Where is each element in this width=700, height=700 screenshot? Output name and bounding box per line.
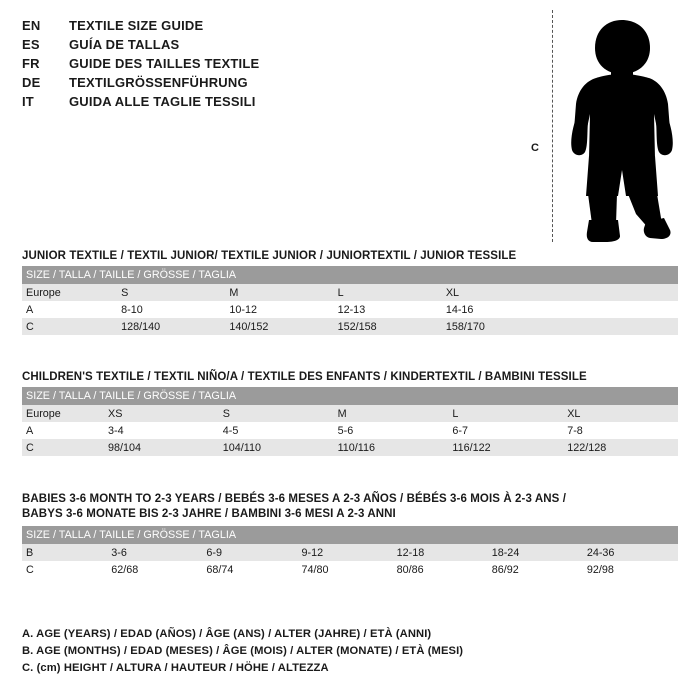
row-label: A <box>22 422 104 439</box>
cell-value: 5-6 <box>334 422 449 439</box>
cell-value: 10-12 <box>225 301 333 318</box>
section-childrens-textile <box>22 371 678 456</box>
measure-label-c: C <box>531 142 539 154</box>
legend-item-c: C. (cm) HEIGHT / ALTURA / HAUTEUR / HÖHE / ALTEZZA <box>22 662 329 674</box>
cell-value: S <box>117 284 225 301</box>
cell-value: 110/116 <box>334 439 449 456</box>
cell-value: 3-4 <box>104 422 219 439</box>
height-measure-figure <box>500 10 690 245</box>
cell-value: 24-36 <box>583 544 678 561</box>
junior-size-table <box>22 266 678 335</box>
row-label: C <box>22 318 117 335</box>
table-header-label: SIZE / TALLA / TAILLE / GRÖSSE / TAGLIA <box>22 387 678 405</box>
table-header-row <box>22 266 678 284</box>
language-code: EN <box>22 18 41 33</box>
cell-value: 80/86 <box>393 561 488 578</box>
cell-value: 12-18 <box>393 544 488 561</box>
cell-value: 98/104 <box>104 439 219 456</box>
cell-value: L <box>448 405 563 422</box>
language-title: GUÍA DE TALLAS <box>69 37 180 52</box>
cell-value: 122/128 <box>563 439 678 456</box>
children-size-table <box>22 387 678 456</box>
cell-value: XL <box>563 405 678 422</box>
babies-size-table <box>22 526 678 578</box>
language-code: IT <box>22 94 34 109</box>
row-label: Europe <box>22 284 117 301</box>
child-silhouette-icon <box>562 18 682 243</box>
section-title-line1: BABIES 3-6 MONTH TO 2-3 YEARS / BEBÉS 3-6 MESES A 2-3 AÑOS / BÉBÉS 3-6 MOIS À 2-3 ANS / <box>22 493 566 505</box>
legend-item-a: A. AGE (YEARS) / EDAD (AÑOS) / ÂGE (ANS) / ALTER (JAHRE) / ETÀ (ANNI) <box>22 628 432 640</box>
language-title: GUIDA ALLE TAGLIE TESSILI <box>69 94 256 109</box>
measurement-legend <box>22 626 682 677</box>
cell-value: XL <box>442 284 550 301</box>
section-junior-textile <box>22 250 678 335</box>
cell-value: 140/152 <box>225 318 333 335</box>
cell-value: 7-8 <box>563 422 678 439</box>
section-title: JUNIOR TEXTILE / TEXTIL JUNIOR/ TEXTILE JUNIOR / JUNIORTEXTIL / JUNIOR TESSILE <box>22 250 517 262</box>
cell-value: 3-6 <box>107 544 202 561</box>
table-header-row <box>22 526 678 544</box>
language-code: ES <box>22 37 40 52</box>
table-row <box>22 301 678 318</box>
cell-value: 12-13 <box>334 301 442 318</box>
cell-value: 18-24 <box>488 544 583 561</box>
language-row <box>22 37 462 56</box>
cell-value: XS <box>104 405 219 422</box>
section-babies-textile <box>22 492 678 578</box>
cell-value: 68/74 <box>202 561 297 578</box>
language-code: DE <box>22 75 41 90</box>
language-header <box>22 18 462 113</box>
dashed-guide-line <box>552 10 553 242</box>
table-header-label: SIZE / TALLA / TAILLE / GRÖSSE / TAGLIA <box>22 266 678 284</box>
cell-value: 6-7 <box>448 422 563 439</box>
section-title: CHILDREN'S TEXTILE / TEXTIL NIÑO/A / TEXTILE DES ENFANTS / KINDERTEXTIL / BAMBINI TESSILE <box>22 371 587 383</box>
table-row <box>22 439 678 456</box>
table-header-label: SIZE / TALLA / TAILLE / GRÖSSE / TAGLIA <box>22 526 678 544</box>
cell-value: 158/170 <box>442 318 550 335</box>
table-row <box>22 405 678 422</box>
cell-value: S <box>219 405 334 422</box>
cell-value: 74/80 <box>297 561 392 578</box>
language-row <box>22 18 462 37</box>
language-row <box>22 75 462 94</box>
section-title-line2: BABYS 3-6 MONATE BIS 2-3 JAHRE / BAMBINI 3-6 MESI A 2-3 ANNI <box>22 508 396 520</box>
table-row <box>22 422 678 439</box>
cell-value: 152/158 <box>334 318 442 335</box>
table-header-row <box>22 387 678 405</box>
cell-value: 9-12 <box>297 544 392 561</box>
row-label: A <box>22 301 117 318</box>
cell-value: 86/92 <box>488 561 583 578</box>
legend-item-b: B. AGE (MONTHS) / EDAD (MESES) / ÂGE (MOIS) / ALTER (MONATE) / ETÀ (MESI) <box>22 645 464 657</box>
cell-value: L <box>334 284 442 301</box>
row-label: C <box>22 439 104 456</box>
language-row <box>22 94 462 113</box>
cell-value: 62/68 <box>107 561 202 578</box>
cell-value: 14-16 <box>442 301 550 318</box>
row-label: C <box>22 561 107 578</box>
cell-value: 6-9 <box>202 544 297 561</box>
row-label: B <box>22 544 107 561</box>
cell-value: 104/110 <box>219 439 334 456</box>
cell-value: 8-10 <box>117 301 225 318</box>
language-title: TEXTILE SIZE GUIDE <box>69 18 204 33</box>
table-row <box>22 544 678 561</box>
row-label: Europe <box>22 405 104 422</box>
language-title: GUIDE DES TAILLES TEXTILE <box>69 56 260 71</box>
cell-value: 116/122 <box>448 439 563 456</box>
cell-empty <box>550 284 678 301</box>
cell-value: M <box>334 405 449 422</box>
table-row <box>22 318 678 335</box>
section-title <box>22 492 678 526</box>
table-row <box>22 561 678 578</box>
cell-value: 128/140 <box>117 318 225 335</box>
cell-empty <box>550 301 678 318</box>
cell-value: 92/98 <box>583 561 678 578</box>
cell-value: 4-5 <box>219 422 334 439</box>
language-row <box>22 56 462 75</box>
language-code: FR <box>22 56 40 71</box>
language-title: TEXTILGRÖSSENFÜHRUNG <box>69 75 248 90</box>
cell-value: M <box>225 284 333 301</box>
cell-empty <box>550 318 678 335</box>
table-row <box>22 284 678 301</box>
